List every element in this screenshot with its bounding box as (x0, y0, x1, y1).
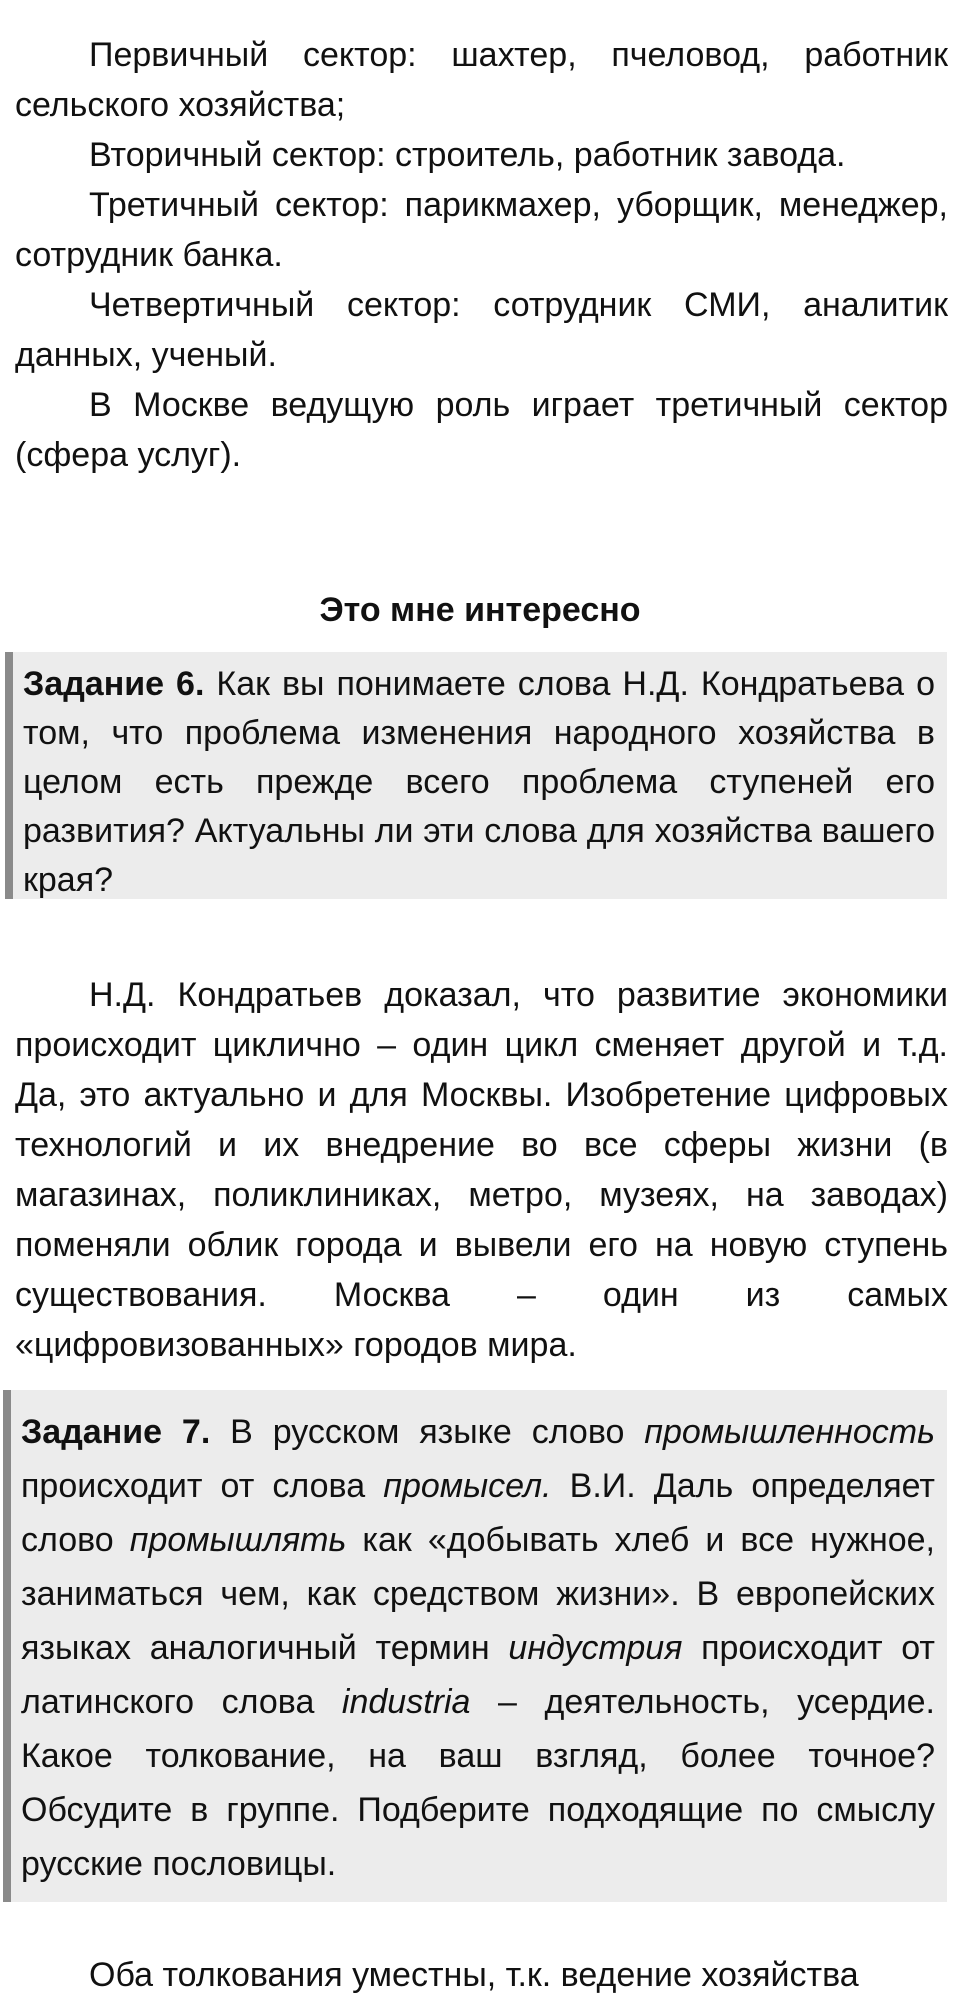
task-6-text (23, 660, 935, 905)
task-6-box (5, 652, 947, 899)
task-6-answer: Н.Д. Кондратьев доказал, что развитие экономики происходит циклично – один цикл сменяет другой и т.д. Да, это актуально и для Москвы. Изобретение цифровых технологий и их внедрение во все сферы жизни (в магазинах, поликлиниках, метро, музеях, на заводах) поменяли облик города и вывели его на новую ступень существования. Москва – один из самых «цифровизованных» городов мира. (15, 976, 948, 1364)
task-7-term: индустрия (508, 1629, 683, 1667)
tertiary-sector-paragraph: Третичный сектор: парикмахер, уборщик, менеджер, сотрудник банка. (15, 186, 948, 274)
task-7-term: промышлять (129, 1521, 347, 1559)
quaternary-sector-paragraph: Четвертичный сектор: сотрудник СМИ, аналитик данных, ученый. (15, 286, 948, 374)
sector-list (0, 30, 960, 480)
task-7-answer: Оба толкования уместны, т.к. ведение хозяйства (89, 1956, 859, 1994)
task-7-term: промысел. (383, 1467, 552, 1505)
task-7-term: промышленность (644, 1413, 935, 1451)
task-6-label: Задание 6. (23, 665, 205, 703)
task-7-box (3, 1390, 947, 1902)
task-7-text-part: В.И. Даль определяет слово (21, 1467, 936, 1559)
task-6-question: Как вы понимаете слова Н.Д. Кондратьева о том, что проблема изменения народного хозяйства в целом есть прежде всего проблема ступеней его развития? Актуальны ли эти слова для хозяйства вашего края? (23, 665, 935, 899)
task-7-text-part: происходит от слова (21, 1467, 384, 1505)
task-7-text (21, 1405, 935, 1891)
task-7-text-part: как «добывать хлеб и все нужное, заниматься чем, как средством жизни». В европейских языках аналогичный термин (21, 1521, 935, 1667)
task-7-label: Задание 7. (21, 1413, 211, 1451)
task-7-text-part: – деятельность, усердие. Какое толкование, на ваш взгляд, более точное? Обсудите в группе. Подберите подходящие по смыслу русские пословицы. (21, 1683, 935, 1883)
secondary-sector-paragraph: Вторичный сектор: строитель, работник завода. (89, 136, 846, 174)
task-7-text-part: В русском языке слово (210, 1413, 645, 1451)
task-7-text-part: происходит от латинского слова (21, 1629, 935, 1721)
moscow-sector-paragraph: В Москве ведущую роль играет третичный сектор (сфера услуг). (15, 386, 948, 474)
section-heading: Это мне интересно (319, 591, 641, 629)
task-7-term: industria (341, 1683, 471, 1721)
primary-sector-paragraph: Первичный сектор: шахтер, пчеловод, работник сельского хозяйства; (15, 36, 948, 124)
